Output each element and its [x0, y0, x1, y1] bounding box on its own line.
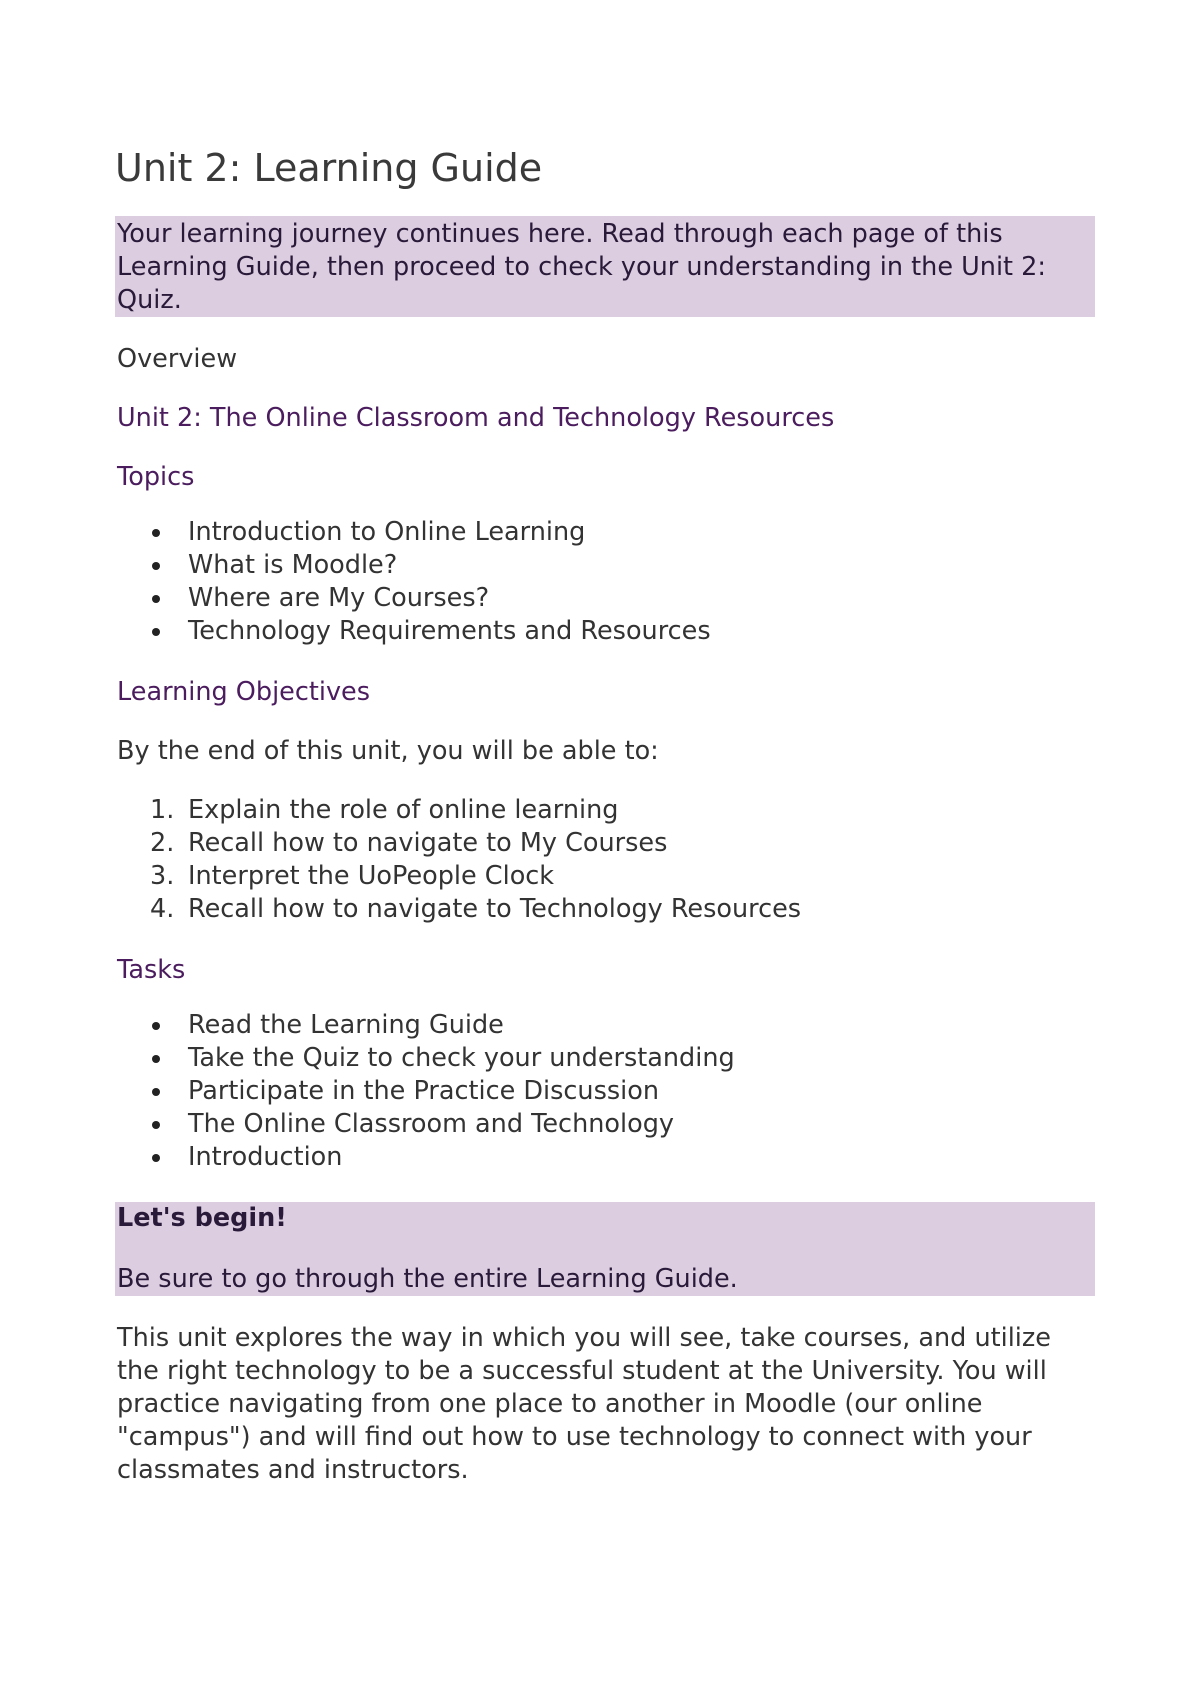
objective-text: Explain the role of online learning — [188, 795, 619, 825]
topic-text: Technology Requirements and Resources — [188, 616, 711, 646]
list-item — [188, 1009, 1095, 1042]
objectives-heading: Learning Objectives — [117, 677, 371, 707]
bullet-icon — [152, 1055, 160, 1063]
list-item — [150, 794, 1095, 827]
list-number: 1. — [150, 795, 175, 825]
list-item — [150, 827, 1095, 860]
bullet-icon — [152, 562, 160, 570]
objective-text: Recall how to navigate to My Courses — [188, 828, 668, 858]
begin-text: Be sure to go through the entire Learning Guide. — [117, 1264, 738, 1294]
learning-guide-page — [115, 138, 1095, 1487]
overview-label: Overview — [117, 344, 238, 374]
topics-heading: Topics — [117, 462, 195, 492]
task-text: The Online Classroom and Technology — [188, 1109, 674, 1139]
list-number: 2. — [150, 828, 175, 858]
bullet-icon — [152, 529, 160, 537]
list-number: 3. — [150, 861, 175, 891]
bullet-icon — [152, 1022, 160, 1030]
topic-text: Introduction to Online Learning — [188, 517, 586, 547]
bullet-icon — [152, 1088, 160, 1096]
tasks-list — [115, 1009, 1095, 1174]
list-item — [188, 1075, 1095, 1108]
list-item — [188, 582, 1095, 615]
list-item — [150, 893, 1095, 926]
objective-text: Recall how to navigate to Technology Resources — [188, 894, 802, 924]
task-text: Read the Learning Guide — [188, 1010, 504, 1040]
topics-list — [115, 516, 1095, 648]
bullet-icon — [152, 595, 160, 603]
task-text: Introduction — [188, 1142, 343, 1172]
begin-heading: Let's begin! — [117, 1203, 287, 1233]
list-number: 4. — [150, 894, 175, 924]
unit-heading: Unit 2: The Online Classroom and Technology Resources — [117, 403, 835, 433]
list-item — [150, 860, 1095, 893]
objective-text: Interpret the UoPeople Clock — [188, 861, 555, 891]
list-item — [188, 516, 1095, 549]
bullet-icon — [152, 1154, 160, 1162]
topic-text: Where are My Courses? — [188, 583, 490, 613]
tasks-heading: Tasks — [117, 955, 186, 985]
closing-paragraph: This unit explores the way in which you will see, take courses, and utilize the right technology to be a successful student at the University. You will practice navigating from one place to another in Moodle (our online "campus") and will find out how to use technology to connect with your classmates and instructors. — [117, 1323, 1051, 1485]
objectives-list — [115, 794, 1095, 926]
list-item — [188, 549, 1095, 582]
bullet-icon — [152, 1121, 160, 1129]
begin-callout — [115, 1202, 1095, 1296]
intro-callout-text: Your learning journey continues here. Read through each page of this Learning Guide, then proceed to check your understanding in the Unit 2: Quiz. — [117, 219, 1046, 315]
task-text: Take the Quiz to check your understanding — [188, 1043, 735, 1073]
list-item — [188, 1108, 1095, 1141]
list-item — [188, 1042, 1095, 1075]
list-item — [188, 1141, 1095, 1174]
list-item — [188, 615, 1095, 648]
bullet-icon — [152, 628, 160, 636]
topic-text: What is Moodle? — [188, 550, 398, 580]
task-text: Participate in the Practice Discussion — [188, 1076, 660, 1106]
objectives-lead: By the end of this unit, you will be able to: — [117, 736, 659, 766]
page-title: Unit 2: Learning Guide — [115, 146, 543, 190]
intro-callout — [115, 216, 1095, 317]
